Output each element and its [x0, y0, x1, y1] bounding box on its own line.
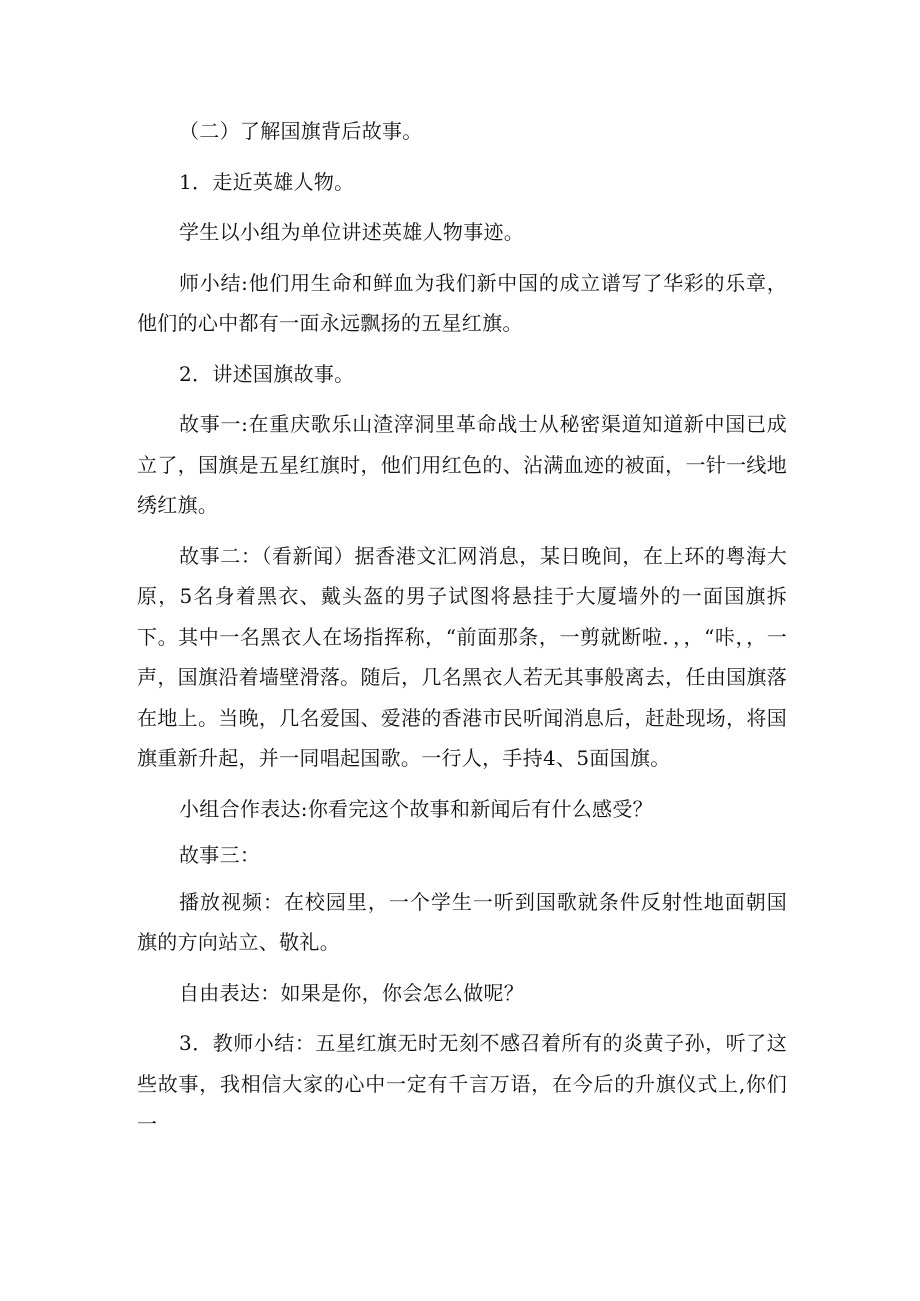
- paragraph: 小组合作表达:你看完这个故事和新闻后有什么感受？: [179, 796, 653, 821]
- paragraph: 师小结:他们用生命和鲜血为我们新中国的成立谱写了华彩的乐章，他们的心中都有一面永远飘扬的五星红旗。: [137, 270, 787, 335]
- paragraph: 自由表达：如果是你，你会怎么做呢？: [179, 980, 525, 1005]
- paragraph: 播放视频：在校园里，一个学生一听到国歌就条件反射性地面朝国旗的方向站立、敬礼。: [137, 889, 787, 954]
- paragraph: 故事三：: [179, 843, 261, 867]
- subsection-heading: 1．走近英雄人物。: [179, 169, 355, 194]
- section-heading: （二）了解国旗背后故事。: [179, 119, 423, 143]
- paragraph: 故事一:在重庆歌乐山渣滓洞里革命战士从秘密渠道知道新中国已成立了，国旗是五星红旗时，他们用红色的、沾满血迹的被面，一针一线地绣红旗。: [137, 412, 787, 517]
- document-body: [137, 111, 787, 1145]
- paragraph: 故事二：（看新闻）据香港文汇网消息，某日晚间，在上环的粤海大原，5名身着黑衣、戴头盔的男子试图将悬挂于大厦墙外的一面国旗拆下。其中一名黑衣人在场指挥称，“前面那条，一剪就断啦．，，“咔，，一声，国旗沿着墙壁滑落。随后，几名黑衣人若无其事般离去，任由国旗落在地上。当晚，几名爱国、爱港的香港市民听闻消息后，赶赴现场，将国旗重新升起，并一同唱起国歌。一行人，手持4、5面国旗。: [137, 543, 787, 770]
- paragraph: 3．教师小结：五星红旗无时无刻不感召着所有的炎黄子孙，听了这些故事，我相信大家的心中一定有千言万语，在今后的升旗仪式上,你们一: [137, 1031, 787, 1136]
- paragraph: 学生以小组为单位讲述英雄人物事迹。: [179, 220, 525, 244]
- subsection-heading: 2．讲述国旗故事。: [179, 361, 355, 386]
